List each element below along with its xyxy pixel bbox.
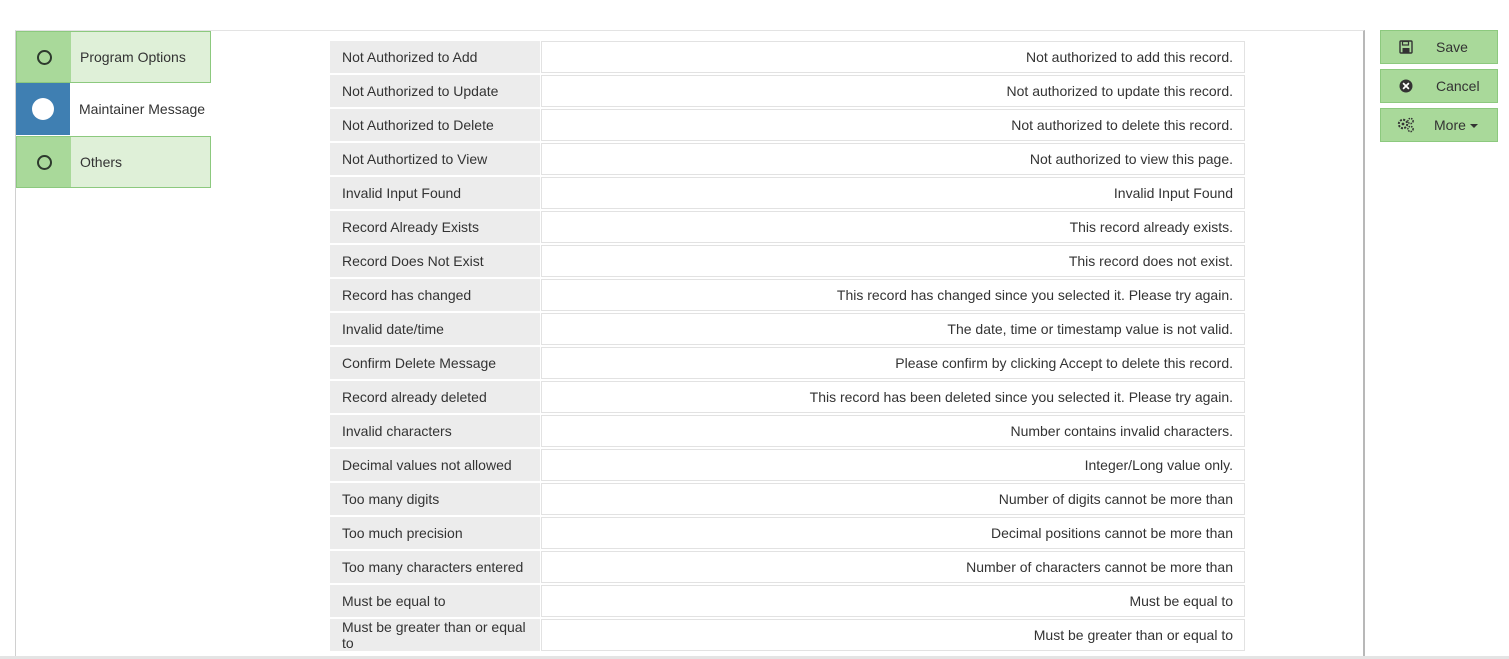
tab-maintainer-message[interactable] (16, 83, 211, 135)
message-key: Record Does Not Exist (330, 245, 540, 277)
message-value-field[interactable]: Not authorized to add this record. (541, 41, 1245, 73)
radio-empty-icon (17, 32, 71, 82)
message-key: Invalid Input Found (330, 177, 540, 209)
more-label: More (1434, 117, 1466, 133)
message-key: Must be greater than or equal to (330, 619, 540, 651)
message-row (330, 517, 1245, 549)
tab-label: Maintainer Message (79, 101, 206, 117)
message-row (330, 483, 1245, 515)
message-key: Invalid date/time (330, 313, 540, 345)
message-row (330, 41, 1245, 73)
radio-filled-icon (16, 83, 70, 135)
message-value-field[interactable]: Number of characters cannot be more than (541, 551, 1245, 583)
message-value-field[interactable]: Must be greater than or equal to (541, 619, 1245, 651)
floppy-disk-icon (1396, 40, 1416, 54)
tab-program-options[interactable] (16, 31, 211, 83)
message-value-field[interactable]: Decimal positions cannot be more than (541, 517, 1245, 549)
message-value-field[interactable]: This record already exists. (541, 211, 1245, 243)
message-row (330, 75, 1245, 107)
cancel-button[interactable] (1380, 69, 1498, 103)
message-key: Not Authorized to Delete (330, 109, 540, 141)
message-key: Too many characters entered (330, 551, 540, 583)
message-key: Confirm Delete Message (330, 347, 540, 379)
more-label-wrap (1434, 117, 1478, 133)
message-key: Too many digits (330, 483, 540, 515)
times-circle-icon (1396, 79, 1416, 93)
message-key: Not Authortized to View (330, 143, 540, 175)
message-key: Decimal values not allowed (330, 449, 540, 481)
message-key: Too much precision (330, 517, 540, 549)
cancel-label: Cancel (1436, 78, 1480, 94)
message-row (330, 211, 1245, 243)
tab-label: Program Options (80, 49, 186, 65)
message-row (330, 619, 1245, 651)
message-value-field[interactable]: Please confirm by clicking Accept to delete this record. (541, 347, 1245, 379)
message-value-field[interactable]: Not authorized to view this page. (541, 143, 1245, 175)
save-label: Save (1436, 39, 1468, 55)
save-button[interactable] (1380, 30, 1498, 64)
tab-others[interactable] (16, 136, 211, 188)
tab-label: Others (80, 154, 123, 170)
message-value-field[interactable]: Number of digits cannot be more than (541, 483, 1245, 515)
message-key: Record has changed (330, 279, 540, 311)
message-row (330, 177, 1245, 209)
message-row (330, 279, 1245, 311)
message-row (330, 415, 1245, 447)
message-value-field[interactable]: Number contains invalid characters. (541, 415, 1245, 447)
message-value-field[interactable]: This record has changed since you selected it. Please try again. (541, 279, 1245, 311)
message-key: Invalid characters (330, 415, 540, 447)
message-row (330, 551, 1245, 583)
message-value-field[interactable]: Integer/Long value only. (541, 449, 1245, 481)
message-row (330, 585, 1245, 617)
message-value-field[interactable]: This record has been deleted since you selected it. Please try again. (541, 381, 1245, 413)
message-key: Not Authorized to Update (330, 75, 540, 107)
message-key: Record Already Exists (330, 211, 540, 243)
message-row (330, 313, 1245, 345)
message-value-field[interactable]: This record does not exist. (541, 245, 1245, 277)
more-button[interactable] (1380, 108, 1498, 142)
message-value-field[interactable]: Invalid Input Found (541, 177, 1245, 209)
caret-down-icon (1470, 124, 1478, 128)
message-row (330, 245, 1245, 277)
message-row (330, 449, 1245, 481)
radio-empty-icon (17, 137, 71, 187)
message-row (330, 143, 1245, 175)
gears-icon (1396, 117, 1416, 133)
message-row (330, 109, 1245, 141)
message-key: Must be equal to (330, 585, 540, 617)
message-row (330, 347, 1245, 379)
message-row (330, 381, 1245, 413)
message-value-field[interactable]: Not authorized to update this record. (541, 75, 1245, 107)
message-key: Record already deleted (330, 381, 540, 413)
message-value-field[interactable]: Not authorized to delete this record. (541, 109, 1245, 141)
message-key: Not Authorized to Add (330, 41, 540, 73)
message-value-field[interactable]: Must be equal to (541, 585, 1245, 617)
message-value-field[interactable]: The date, time or timestamp value is not valid. (541, 313, 1245, 345)
